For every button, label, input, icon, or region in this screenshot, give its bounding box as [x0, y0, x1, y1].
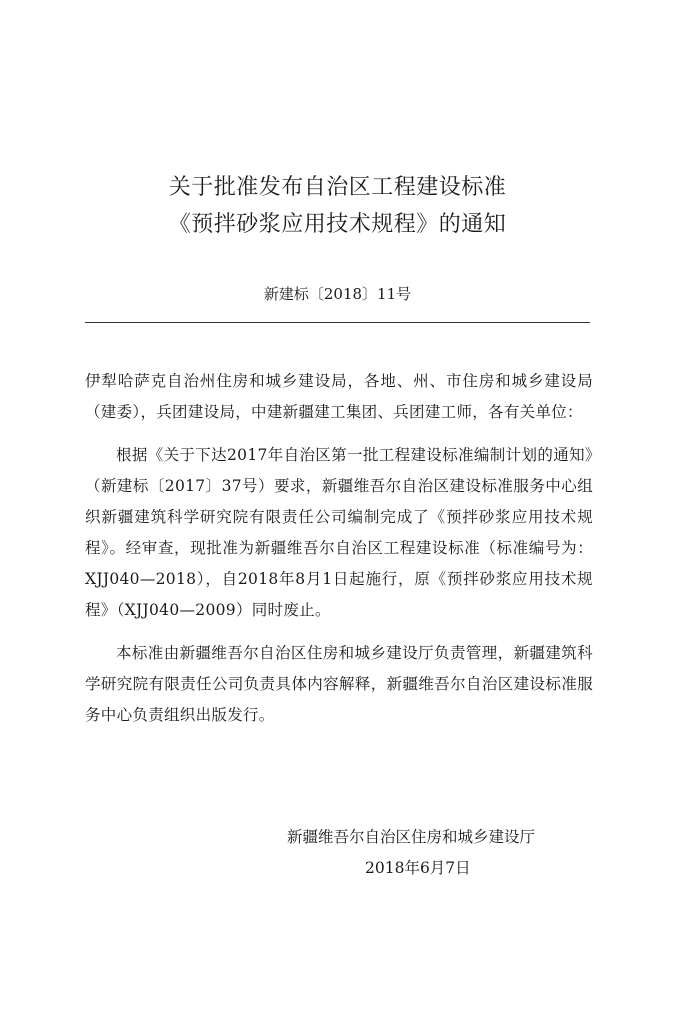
document-title-line-1: 关于批准发布自治区工程建设标准	[168, 175, 507, 200]
body-paragraph-2: 本标准由新疆维吾尔自治区住房和城乡建设厅负责管理，新疆建筑科学研究院有限责任公司负责具体内容解释，新疆维吾尔自治区建设标准服务中心负责组织出版发行。	[85, 644, 593, 724]
signing-date: 2018年6月7日	[365, 859, 471, 877]
signing-organization: 新疆维吾尔自治区住房和城乡建设厅	[287, 828, 536, 846]
document-body	[85, 366, 593, 731]
body-paragraph-1: 根据《关于下达2017年自治区第一批工程建设标准编制计划的通知》（新建标〔2017〕37号）要求，新疆维吾尔自治区建设标准服务中心组织新疆建筑科学研究院有限责任公司编制完成了《预拌砂浆应用技术规程》。经审查，现批准为新疆维吾尔自治区工程建设标准（标准编号为：XJJ040—2018），自2018年8月1日起施行，原《预拌砂浆应用技术规程》（XJJ040—2009）同时废止。	[85, 446, 593, 619]
document-title-line-2: 《预拌砂浆应用技术规程》的通知	[168, 212, 507, 237]
addressees: 伊犁哈萨克自治州住房和城乡建设局，各地、州、市住房和城乡建设局（建委），兵团建设局，中建新疆建工集团、兵团建工师，各有关单位：	[85, 372, 593, 421]
title-divider	[85, 322, 590, 323]
document-number: 新建标〔2018〕11号	[263, 285, 412, 303]
